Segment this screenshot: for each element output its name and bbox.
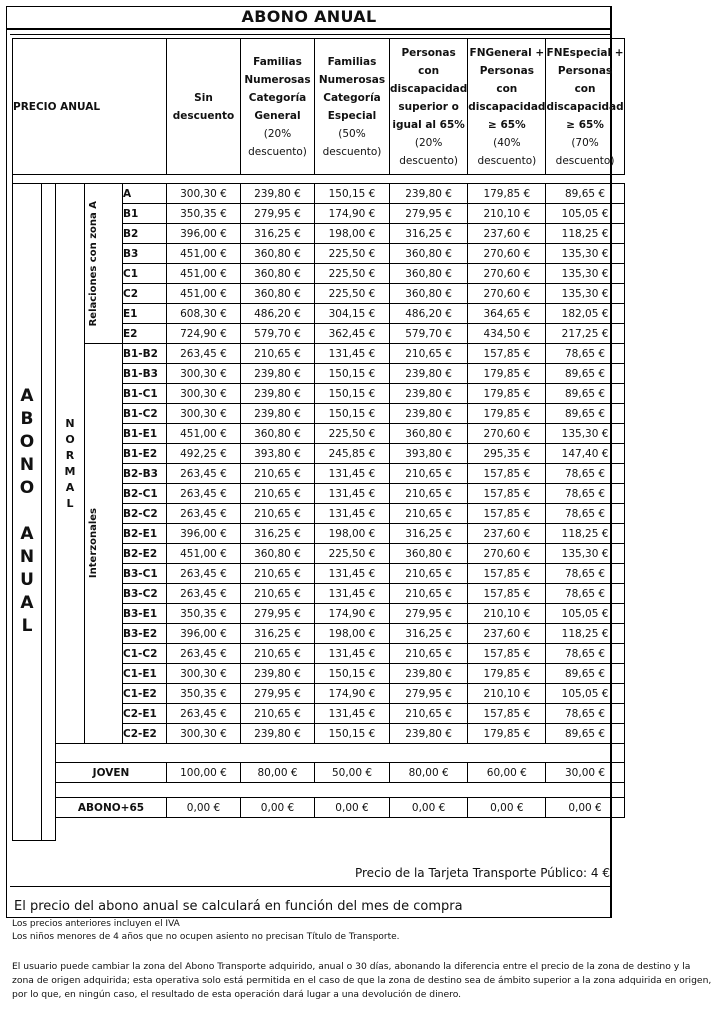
zone-label: B1-C2	[123, 404, 167, 424]
zone-label: B3-C2	[123, 584, 167, 604]
price-cell: 210,65 €	[241, 484, 315, 504]
price-cell: 118,25 €	[546, 524, 624, 544]
price-cell: 150,15 €	[315, 364, 390, 384]
price-cell: 0,00 €	[315, 798, 390, 818]
price-cell: 210,65 €	[390, 344, 468, 364]
table-row	[13, 344, 625, 364]
zone-label: C1	[123, 264, 167, 284]
price-cell: 210,65 €	[241, 564, 315, 584]
price-cell: 608,30 €	[167, 304, 241, 324]
price-cell: 157,85 €	[468, 644, 546, 664]
spacer-cell	[56, 818, 625, 841]
letter: A	[20, 593, 34, 614]
price-cell: 263,45 €	[167, 464, 241, 484]
letter: A	[65, 480, 75, 494]
price-cell: 279,95 €	[241, 684, 315, 704]
price-cell: 237,60 €	[468, 224, 546, 244]
price-cell: 225,50 €	[315, 284, 390, 304]
price-cell: 179,85 €	[468, 404, 546, 424]
abono65-row-label: ABONO+65	[56, 798, 167, 818]
zone-label: B2-B3	[123, 464, 167, 484]
price-cell: 147,40 €	[546, 444, 624, 464]
price-cell: 179,85 €	[468, 364, 546, 384]
zone-label: B2-E1	[123, 524, 167, 544]
price-cell: 179,85 €	[468, 724, 546, 744]
zone-label: B2-C1	[123, 484, 167, 504]
price-cell: 360,80 €	[241, 264, 315, 284]
precio-anual-label: PRECIO ANUAL	[13, 39, 167, 175]
spacer-cell	[56, 783, 625, 798]
price-cell: 105,05 €	[546, 204, 624, 224]
price-cell: 304,15 €	[315, 304, 390, 324]
zone-label: B3-E2	[123, 624, 167, 644]
price-cell: 135,30 €	[546, 264, 624, 284]
col-header-discapacidad: Personas con discapacidad superior o igual al 65% (20% descuento)	[390, 39, 468, 175]
price-cell: 237,60 €	[468, 624, 546, 644]
price-cell: 157,85 €	[468, 504, 546, 524]
price-cell: 360,80 €	[241, 544, 315, 564]
price-cell: 270,60 €	[468, 544, 546, 564]
price-cell: 78,65 €	[546, 484, 624, 504]
price-cell: 150,15 €	[315, 404, 390, 424]
price-cell: 182,05 €	[546, 304, 624, 324]
letter: R	[65, 448, 75, 462]
price-cell: 451,00 €	[167, 284, 241, 304]
price-cell: 131,45 €	[315, 484, 390, 504]
price-cell: 279,95 €	[241, 204, 315, 224]
price-cell: 174,90 €	[315, 204, 390, 224]
price-cell: 78,65 €	[546, 644, 624, 664]
price-cell: 360,80 €	[390, 264, 468, 284]
price-cell: 316,25 €	[241, 224, 315, 244]
price-cell: 360,80 €	[390, 284, 468, 304]
price-cell: 279,95 €	[390, 204, 468, 224]
price-cell: 316,25 €	[241, 624, 315, 644]
price-cell: 225,50 €	[315, 264, 390, 284]
col-header-fn-general: Familias Numerosas Categoría General (20% descuento)	[241, 39, 315, 175]
zone-label: B2	[123, 224, 167, 244]
price-cell: 263,45 €	[167, 504, 241, 524]
price-cell: 135,30 €	[546, 424, 624, 444]
price-cell: 210,65 €	[390, 584, 468, 604]
zone-label: B3-C1	[123, 564, 167, 584]
zone-label: B2-E2	[123, 544, 167, 564]
joven-row-label: JOVEN	[56, 763, 167, 783]
page-title: ABONO ANUAL	[6, 6, 612, 30]
price-cell: 270,60 €	[468, 264, 546, 284]
price-cell: 131,45 €	[315, 704, 390, 724]
col-header-sin-descuento: Sin descuento	[167, 39, 241, 175]
zone-label: A	[123, 184, 167, 204]
price-cell: 360,80 €	[241, 284, 315, 304]
price-cell: 279,95 €	[390, 684, 468, 704]
price-cell: 225,50 €	[315, 244, 390, 264]
price-cell: 239,80 €	[390, 404, 468, 424]
price-cell: 316,25 €	[241, 524, 315, 544]
abono-note: El precio del abono anual se calculará en función del mes de compra	[14, 899, 463, 914]
price-cell: 360,80 €	[241, 244, 315, 264]
price-cell: 360,80 €	[390, 244, 468, 264]
spacer-cell	[56, 744, 625, 763]
price-cell: 300,30 €	[167, 184, 241, 204]
price-cell: 0,00 €	[546, 798, 624, 818]
zone-label: C1-C2	[123, 644, 167, 664]
joven-row	[13, 763, 625, 783]
price-cell: 396,00 €	[167, 224, 241, 244]
letter: L	[21, 616, 33, 637]
cambio-zona-note: El usuario puede cambiar la zona del Abono Transporte adquirido, anual o 30 días, abonando la diferencia entre el precio de la zona de destino y la zona de origen adquirida; esta operativa solo está permitida en el caso de que la zona de destino sea de ámbito superior a la zona adquirida en origen, por lo que, en ningún caso, el resultado de esta operación dará lugar a una devolución de dinero.	[12, 961, 712, 1000]
price-cell: 179,85 €	[468, 664, 546, 684]
price-cell: 316,25 €	[390, 224, 468, 244]
price-cell: 350,35 €	[167, 204, 241, 224]
price-cell: 105,05 €	[546, 684, 624, 704]
price-cell: 210,65 €	[390, 704, 468, 724]
zone-label: C1-E2	[123, 684, 167, 704]
price-cell: 393,80 €	[390, 444, 468, 464]
price-cell: 210,65 €	[390, 644, 468, 664]
price-cell: 0,00 €	[390, 798, 468, 818]
zone-label: C1-E1	[123, 664, 167, 684]
price-cell: 131,45 €	[315, 584, 390, 604]
zone-label: E2	[123, 324, 167, 344]
price-cell: 150,15 €	[315, 724, 390, 744]
price-cell: 157,85 €	[468, 464, 546, 484]
price-cell: 396,00 €	[167, 624, 241, 644]
price-cell: 210,10 €	[468, 684, 546, 704]
price-cell: 239,80 €	[390, 384, 468, 404]
price-cell: 724,90 €	[167, 324, 241, 344]
letter: O	[65, 432, 75, 446]
spacer-cell	[42, 184, 56, 841]
zone-label: B1-B3	[123, 364, 167, 384]
price-cell: 300,30 €	[167, 404, 241, 424]
price-cell: 89,65 €	[546, 404, 624, 424]
price-cell: 150,15 €	[315, 384, 390, 404]
price-cell: 239,80 €	[241, 364, 315, 384]
letter: A	[20, 386, 34, 407]
zone-label: B1-E2	[123, 444, 167, 464]
price-cell: 225,50 €	[315, 544, 390, 564]
iva-note: Los precios anteriores incluyen el IVA	[12, 919, 180, 929]
zone-label: C2	[123, 284, 167, 304]
interzonales-text: Interzonales	[88, 508, 99, 579]
price-cell: 60,00 €	[468, 763, 546, 783]
price-cell: 492,25 €	[167, 444, 241, 464]
price-cell: 135,30 €	[546, 244, 624, 264]
normal-label	[56, 184, 85, 744]
col-header-fnespecial-discapacidad: FNEspecial + Personas con discapacidad ≥ 65% (70% descuento)	[546, 39, 624, 175]
price-cell: 89,65 €	[546, 184, 624, 204]
price-cell: 451,00 €	[167, 544, 241, 564]
price-cell: 295,35 €	[468, 444, 546, 464]
price-cell: 263,45 €	[167, 344, 241, 364]
relaciones-text: Relaciones con zona A	[88, 200, 99, 327]
zone-label: B3	[123, 244, 167, 264]
price-cell: 300,30 €	[167, 384, 241, 404]
price-cell: 239,80 €	[241, 384, 315, 404]
price-cell: 451,00 €	[167, 424, 241, 444]
relaciones-zona-a-label	[85, 184, 123, 344]
price-cell: 0,00 €	[167, 798, 241, 818]
price-cell: 50,00 €	[315, 763, 390, 783]
price-cell: 89,65 €	[546, 384, 624, 404]
price-cell: 210,65 €	[241, 644, 315, 664]
price-cell: 279,95 €	[390, 604, 468, 624]
price-cell: 198,00 €	[315, 224, 390, 244]
price-cell: 396,00 €	[167, 524, 241, 544]
price-cell: 451,00 €	[167, 264, 241, 284]
zone-label: C2-E1	[123, 704, 167, 724]
letter: N	[19, 547, 35, 568]
price-cell: 150,15 €	[315, 184, 390, 204]
price-cell: 434,50 €	[468, 324, 546, 344]
price-cell: 451,00 €	[167, 244, 241, 264]
table-row	[13, 184, 625, 204]
price-cell: 210,10 €	[468, 604, 546, 624]
price-cell: 131,45 €	[315, 344, 390, 364]
letter: L	[66, 496, 74, 510]
price-cell: 179,85 €	[468, 384, 546, 404]
normal-letters	[56, 416, 84, 512]
price-cell: 174,90 €	[315, 604, 390, 624]
letter: A	[20, 524, 34, 545]
price-cell: 135,30 €	[546, 284, 624, 304]
zone-label: B2-C2	[123, 504, 167, 524]
price-cell: 0,00 €	[468, 798, 546, 818]
price-cell: 100,00 €	[167, 763, 241, 783]
price-cell: 131,45 €	[315, 504, 390, 524]
abono-anual-letters	[13, 385, 41, 638]
price-cell: 239,80 €	[241, 404, 315, 424]
price-cell: 135,30 €	[546, 544, 624, 564]
price-cell: 300,30 €	[167, 664, 241, 684]
price-table	[12, 38, 625, 841]
price-cell: 270,60 €	[468, 424, 546, 444]
price-cell: 89,65 €	[546, 664, 624, 684]
price-cell: 263,45 €	[167, 484, 241, 504]
price-cell: 157,85 €	[468, 584, 546, 604]
price-cell: 486,20 €	[390, 304, 468, 324]
price-cell: 263,45 €	[167, 584, 241, 604]
price-cell: 237,60 €	[468, 524, 546, 544]
spacer-row	[13, 175, 625, 184]
price-cell: 239,80 €	[241, 184, 315, 204]
price-cell: 239,80 €	[390, 364, 468, 384]
letter: B	[20, 409, 34, 430]
price-cell: 210,65 €	[390, 564, 468, 584]
price-cell: 300,30 €	[167, 364, 241, 384]
price-cell: 360,80 €	[390, 544, 468, 564]
price-cell: 78,65 €	[546, 344, 624, 364]
spacer-row	[13, 783, 625, 798]
price-cell: 393,80 €	[241, 444, 315, 464]
price-cell: 316,25 €	[390, 624, 468, 644]
letter: N	[19, 455, 35, 476]
price-cell: 279,95 €	[241, 604, 315, 624]
footnotes	[12, 918, 400, 943]
price-cell: 210,65 €	[241, 504, 315, 524]
price-cell: 78,65 €	[546, 464, 624, 484]
letter: O	[19, 478, 35, 499]
price-cell: 300,30 €	[167, 724, 241, 744]
spacer-row	[13, 744, 625, 763]
price-cell: 316,25 €	[390, 524, 468, 544]
tarjeta-note: Precio de la Tarjeta Transporte Público: 4 €	[354, 866, 610, 880]
spacer-row	[13, 818, 625, 841]
price-cell: 157,85 €	[468, 344, 546, 364]
price-cell: 350,35 €	[167, 684, 241, 704]
zone-label: B1-E1	[123, 424, 167, 444]
price-cell: 360,80 €	[241, 424, 315, 444]
price-cell: 30,00 €	[546, 763, 624, 783]
letter: M	[64, 464, 76, 478]
price-cell: 210,65 €	[390, 464, 468, 484]
price-cell: 131,45 €	[315, 644, 390, 664]
price-cell: 78,65 €	[546, 564, 624, 584]
price-cell: 350,35 €	[167, 604, 241, 624]
price-cell: 210,65 €	[241, 344, 315, 364]
col-header-fn-especial: Familias Numerosas Categoría Especial (50% descuento)	[315, 39, 390, 175]
ninos-note: Los niños menores de 4 años que no ocupen asiento no precisan Título de Transporte.	[12, 931, 400, 942]
price-cell: 210,65 €	[390, 504, 468, 524]
price-cell: 263,45 €	[167, 564, 241, 584]
zone-label: B1	[123, 204, 167, 224]
price-cell: 360,80 €	[390, 424, 468, 444]
price-cell: 210,65 €	[390, 484, 468, 504]
price-cell: 239,80 €	[390, 664, 468, 684]
price-cell: 270,60 €	[468, 284, 546, 304]
price-cell: 0,00 €	[241, 798, 315, 818]
price-cell: 179,85 €	[468, 184, 546, 204]
zone-label: C2-E2	[123, 724, 167, 744]
price-cell: 80,00 €	[390, 763, 468, 783]
zone-label: B1-B2	[123, 344, 167, 364]
price-cell: 89,65 €	[546, 364, 624, 384]
letter: N	[65, 416, 75, 430]
price-cell: 245,85 €	[315, 444, 390, 464]
price-cell: 105,05 €	[546, 604, 624, 624]
col-header-fngeneral-discapacidad: FNGeneral + Personas con discapacidad ≥ 65% (40% descuento)	[468, 39, 546, 175]
price-cell: 198,00 €	[315, 524, 390, 544]
price-cell: 217,25 €	[546, 324, 624, 344]
price-cell: 239,80 €	[390, 184, 468, 204]
price-cell: 78,65 €	[546, 584, 624, 604]
price-cell: 78,65 €	[546, 704, 624, 724]
price-cell: 486,20 €	[241, 304, 315, 324]
price-cell: 131,45 €	[315, 564, 390, 584]
zone-label: B1-C1	[123, 384, 167, 404]
price-cell: 579,70 €	[241, 324, 315, 344]
interzonales-label	[85, 344, 123, 744]
zone-label: E1	[123, 304, 167, 324]
divider	[10, 886, 612, 887]
price-cell: 89,65 €	[546, 724, 624, 744]
price-cell: 157,85 €	[468, 484, 546, 504]
price-cell: 210,65 €	[241, 464, 315, 484]
price-cell: 364,65 €	[468, 304, 546, 324]
price-cell: 198,00 €	[315, 624, 390, 644]
letter: U	[20, 570, 34, 591]
price-cell: 174,90 €	[315, 684, 390, 704]
price-cell: 157,85 €	[468, 564, 546, 584]
price-cell: 263,45 €	[167, 644, 241, 664]
price-cell: 579,70 €	[390, 324, 468, 344]
price-cell: 78,65 €	[546, 504, 624, 524]
letter: O	[19, 432, 35, 453]
price-cell: 239,80 €	[241, 724, 315, 744]
price-cell: 362,45 €	[315, 324, 390, 344]
price-cell: 118,25 €	[546, 224, 624, 244]
price-cell: 157,85 €	[468, 704, 546, 724]
abono-anual-label	[13, 184, 42, 841]
price-cell: 150,15 €	[315, 664, 390, 684]
zone-label: B3-E1	[123, 604, 167, 624]
price-cell: 225,50 €	[315, 424, 390, 444]
price-cell: 239,80 €	[390, 724, 468, 744]
price-cell: 118,25 €	[546, 624, 624, 644]
price-cell: 210,65 €	[241, 704, 315, 724]
divider	[10, 34, 612, 35]
price-cell: 210,10 €	[468, 204, 546, 224]
price-cell: 239,80 €	[241, 664, 315, 684]
price-cell: 210,65 €	[241, 584, 315, 604]
price-cell: 263,45 €	[167, 704, 241, 724]
header-row	[13, 39, 625, 175]
price-cell: 80,00 €	[241, 763, 315, 783]
price-cell: 131,45 €	[315, 464, 390, 484]
abono65-row	[13, 798, 625, 818]
price-cell: 270,60 €	[468, 244, 546, 264]
